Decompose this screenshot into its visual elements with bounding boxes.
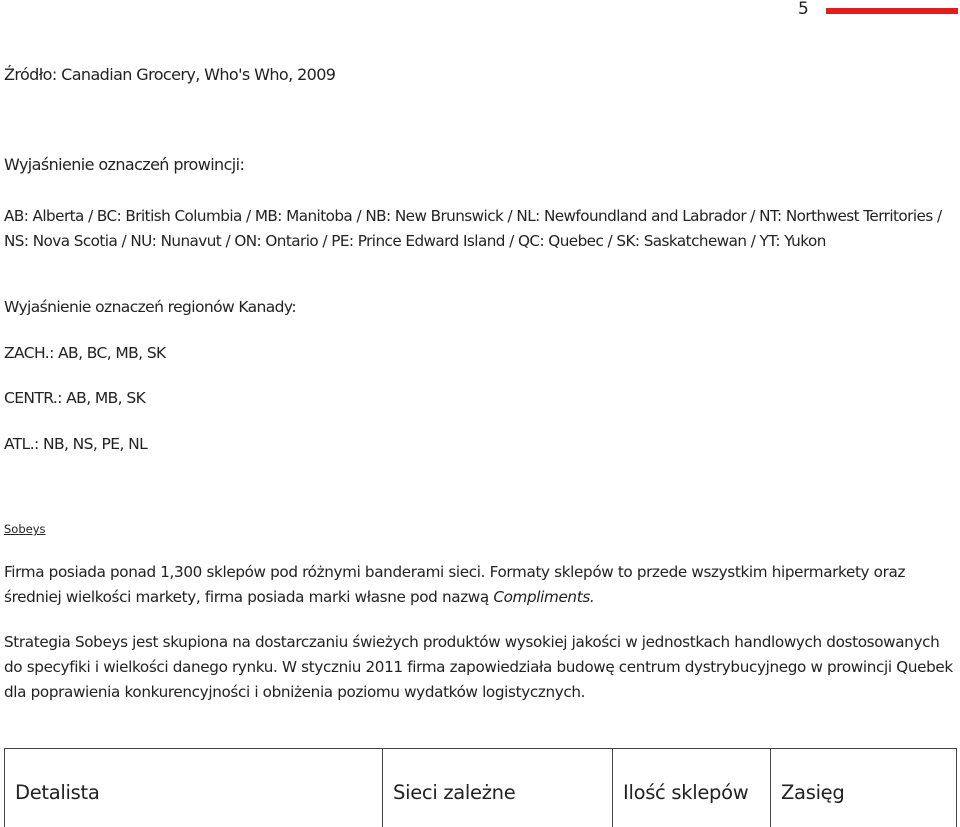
provinces-text: AB: Alberta / BC: British Columbia / MB: Manitoba / NB: New Brunswick / NL: Newfoundland and Labrador / NT: Northwest Territories / NS: Nova Scotia / NU: Nunavut / ON: Ontario / PE: Prince Edward Island / QC: Quebec / SK: Saskatchewan / YT: Yukon: [4, 207, 942, 250]
page-number: 5: [798, 0, 809, 19]
table-header-subsidiaries: Sieci zależne: [383, 749, 613, 827]
region-atl: ATL.: NB, NS, PE, NL: [4, 435, 148, 453]
table-header-retailer: Detalista: [5, 749, 383, 827]
table-header-reach: Zasięg: [771, 749, 957, 827]
table-header-row: [5, 749, 957, 827]
provinces-title: Wyjaśnienie oznaczeń prowincji:: [4, 155, 245, 174]
brand-compliments: Compliments.: [493, 588, 595, 606]
sobeys-link[interactable]: Sobeys: [4, 522, 46, 536]
region-zach: ZACH.: AB, BC, MB, SK: [4, 344, 166, 362]
source-line: Źródło: Canadian Grocery, Who's Who, 2009: [4, 65, 336, 84]
sobeys-paragraph-1: [4, 560, 954, 610]
sobeys-paragraph-1-text: Firma posiada ponad 1,300 sklepów pod różnymi banderami sieci. Formaty sklepów to przede wszystkim hipermarkety oraz średniej wielkości markety, firma posiada marki własne pod nazwą: [4, 563, 906, 606]
regions-title: Wyjaśnienie oznaczeń regionów Kanady:: [4, 298, 296, 316]
sobeys-paragraph-2: Strategia Sobeys jest skupiona na dostarczaniu świeżych produktów wysokiej jakości w jednostkach handlowych dostosowanych do specyfiki i wielkości danego rynku. W styczniu 2011 firma zapowiedziała budowę centrum dystrybucyjnego w prowincji Quebek dla poprawienia konkurencyjności i obniżenia poziomu wydatków logistycznych.: [4, 633, 953, 701]
region-centr: CENTR.: AB, MB, SK: [4, 389, 146, 407]
table-header-store-count: Ilość sklepów: [613, 749, 771, 827]
retailers-table: [4, 748, 957, 827]
accent-bar: [826, 8, 958, 14]
